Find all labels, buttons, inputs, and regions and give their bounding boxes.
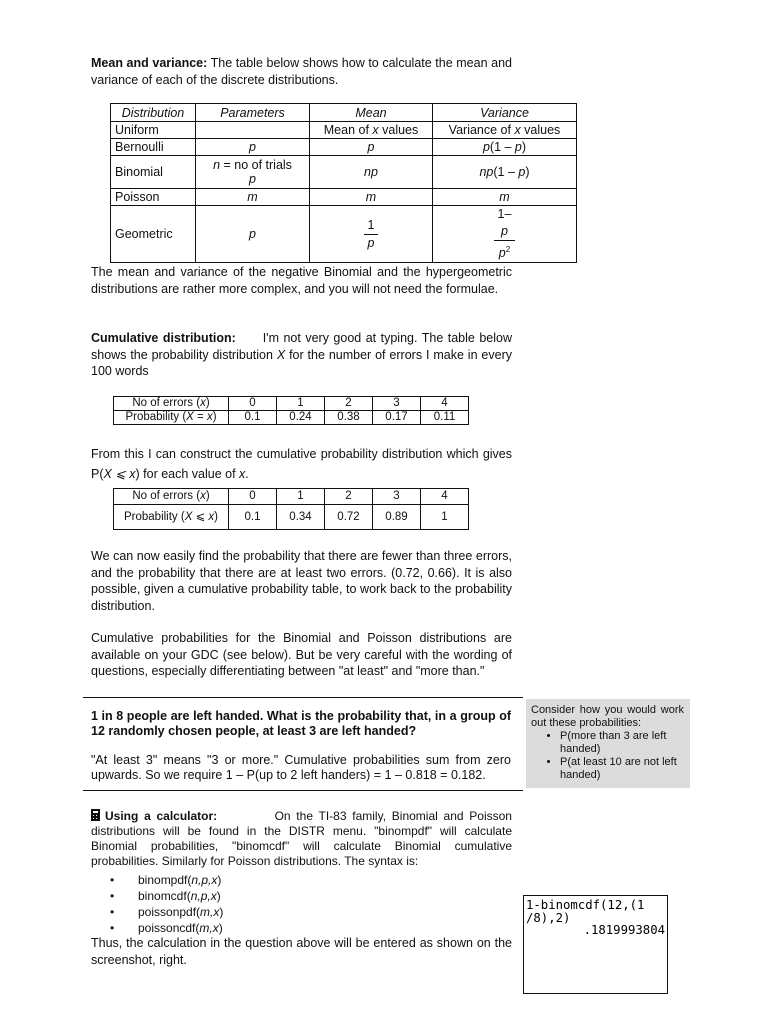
table-row: No of errors (x) 0 1 2 3 4 (114, 489, 469, 505)
table-row: Probability (X ⩽ x) 0.1 0.34 0.72 0.89 1 (114, 505, 469, 530)
construct-paragraph: From this I can construct the cumulative probability distribution which gives P(X ⩽ x) for each value of x. (91, 447, 512, 481)
screen-result: .1819993804 (583, 923, 665, 937)
list-item: • poissonpdf(m,x) (110, 904, 223, 920)
list-item: • P(more than 3 are left handed) (560, 730, 690, 756)
distribution-table (110, 103, 577, 263)
table-header-row: Distribution Parameters Mean Variance (111, 104, 577, 122)
complex-distributions-paragraph: The mean and variance of the negative Binomial and the hypergeometric distributions are rather more complex, and you will not need the formulae. (91, 265, 512, 296)
cumulative-intro: Cumulative distribution: I'm not very good at typing. The table below shows the probability distribution X for the number of errors I make in every 100 words (91, 331, 513, 378)
fewer-errors-paragraph: We can now easily find the probability that there are fewer than three errors, and the probability that there are at least two errors. (0.72, 0.66). It is also possible, given a cumulative probability table, to work back to the probability distribution. (91, 549, 512, 613)
closing-paragraph: Thus, the calculation in the question above will be entered as shown on the screenshot, right. (91, 936, 512, 967)
calculator-icon (91, 809, 100, 821)
divider (83, 790, 523, 791)
calculator-heading: Using a calculator: (105, 809, 218, 823)
table-row-poisson: Poisson m m m (111, 189, 577, 206)
list-item: • binomcdf(n,p,x) (110, 888, 223, 904)
table-row: No of errors (x) 0 1 2 3 4 (114, 397, 469, 411)
mean-variance-intro: Mean and variance: The table below shows how to calculate the mean and variance of each of the discrete distributions. (91, 56, 513, 87)
screen-line: /8),2) (526, 910, 571, 925)
table-row-bernoulli: Bernoulli p p p(1 – p) (111, 139, 577, 156)
errors-probability-table (113, 396, 469, 425)
consider-sidebox: Consider how you would work out these probabilities: • P(more than 3 are left handed) • P(at least 10 are not left handed) (526, 699, 690, 788)
table-row-uniform: Uniform Mean of x values Variance of x values (111, 122, 577, 139)
mean-variance-heading: Mean and variance: (91, 56, 208, 70)
list-item: • P(at least 10 are not left handed) (560, 756, 690, 782)
list-item: • poissoncdf(m,x) (110, 920, 223, 936)
table-row-binomial: Binomial n = no of trials p np np(1 – p) (111, 156, 577, 189)
screen-line: 1-binomcdf(12,(1 (526, 898, 645, 912)
cumulative-heading: Cumulative distribution: (91, 331, 236, 345)
variance-fraction: 1– p $p^2$ (494, 206, 516, 262)
list-item: • binompdf(n,p,x) (110, 872, 223, 888)
answer-text: "At least 3" means "3 or more." Cumulative probabilities sum from zero upwards. So we require 1 – P(up to 2 left handers) = 1 – 0.818 = 0.182. (91, 753, 511, 782)
divider (83, 697, 523, 698)
question-text: 1 in 8 people are left handed. What is the probability that, in a group of 12 randomly chosen people, at least 3 are left handed? (91, 709, 511, 738)
consider-list (526, 730, 690, 782)
table-row: Probability (X = x) 0.1 0.24 0.38 0.17 0.11 (114, 411, 469, 425)
table-row-geometric: Geometric p $\frac{1}{p}$ 1– p $p^2$ (111, 206, 577, 263)
calculator-screenshot (523, 895, 668, 994)
calculator-paragraph: Using a calculator: On the TI-83 family, Binomial and Poisson distributions will be found in the DISTR menu. "binompdf" will calculate Binomial probabilities, "binomcdf" will calculate Binomial cumulative probabilities. Similarly for Poisson distributions. The syntax is: (91, 809, 512, 868)
mean-fraction: $\frac{1}{p}$ (364, 217, 379, 252)
cumulative-probability-table (113, 488, 469, 530)
gdc-paragraph: Cumulative probabilities for the Binomial and Poisson distributions are available on your GDC (see below). But be very careful with the wording of questions, especially differentiating between "at least" and "more than." (91, 631, 512, 678)
function-list (110, 872, 223, 936)
